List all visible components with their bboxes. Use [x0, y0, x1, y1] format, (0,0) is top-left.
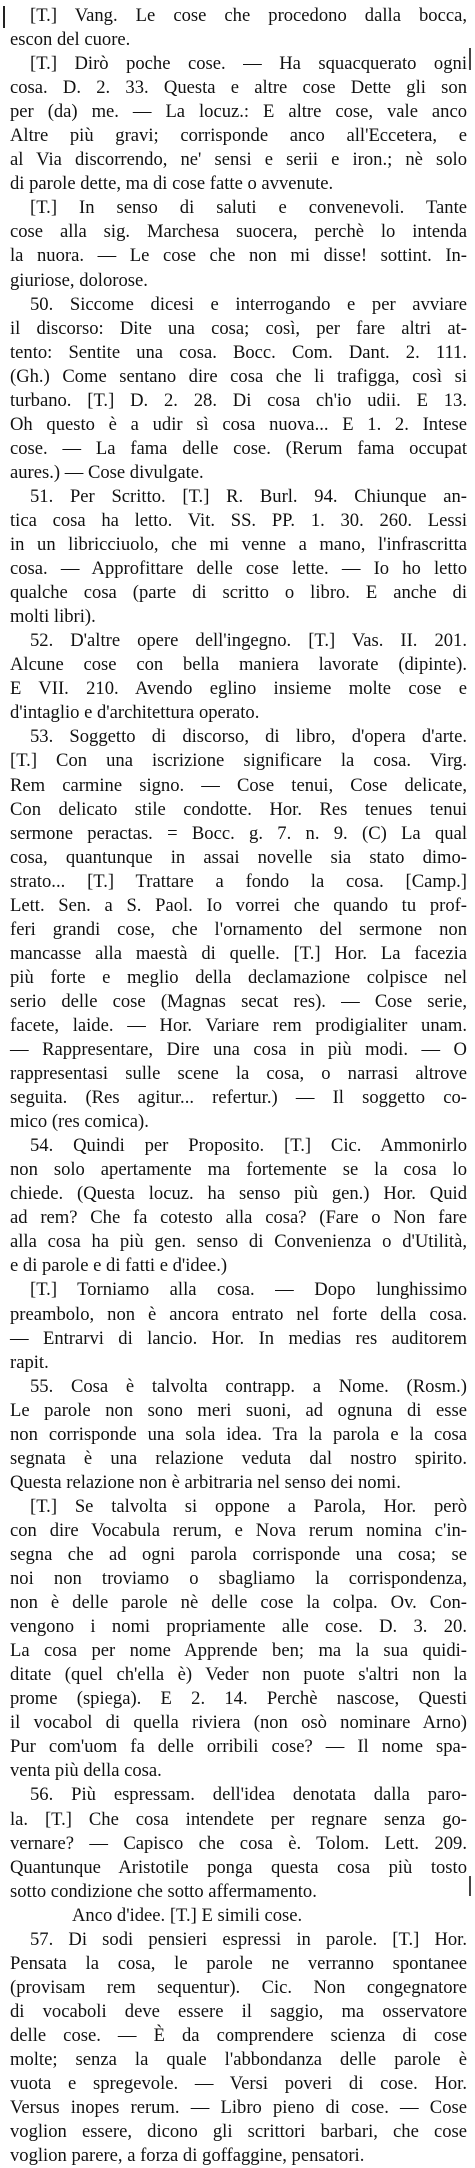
text-line: di vocaboli deve essere il saggio, ma osservatore: [10, 2000, 467, 2022]
text-line: Anco d'idee. [T.] E simili cose.: [72, 1904, 303, 1926]
text-line: d'intaglio e d'architettura operato.: [10, 702, 260, 724]
text-line: 51. Per Scritto. [T.] R. Burl. 94. Chiunque an-: [30, 485, 467, 507]
text-line: di parole dette, ma di cose fatte o avvenute.: [10, 173, 334, 195]
text-line: cose. — La fama delle cose. (Rerum fama occupat: [10, 437, 467, 459]
text-line: 56. Più espressam. dell'idea denotata dalla paro-: [30, 1784, 467, 1806]
text-line: in un libricciuolo, che mi venne a mano, l'infrascritta: [10, 534, 467, 556]
text-line: Questa relazione non è arbitraria nel senso dei nomi.: [10, 1471, 401, 1493]
text-line: venta più della cosa.: [10, 1760, 162, 1782]
text-line: vernare? — Capisco che cosa è. Tolom. Lett. 209.: [10, 1832, 467, 1854]
text-line: cose alla sig. Marchesa suocera, perchè lo intenda: [10, 221, 467, 243]
text-line: cosa, quantunque in assai novelle sia stato dimo-: [10, 846, 467, 868]
text-line: Lett. Sen. a S. Paol. Io vorrei che quando tu prof-: [10, 894, 467, 916]
text-line: 53. Soggetto di discorso, di libro, d'opera d'arte.: [30, 726, 467, 748]
text-line: (Gh.) Come sentano dire cosa che li trafigga, così si: [10, 365, 467, 387]
text-line: Quantunque Aristotile ponga questa cosa più tosto: [10, 1856, 467, 1878]
text-line: voglion essere, dicono gli scrittori barbari, che cose: [10, 2121, 467, 2143]
text-line: tento: Sentite una cosa. Bocc. Com. Dant. 2. 111.: [10, 341, 467, 363]
text-line: E VII. 210. Avendo eglino insieme molte cose e: [10, 678, 467, 700]
text-line: Con delicato stile condotte. Hor. Res tenues tenui: [10, 798, 467, 820]
text-line: Pensata la cosa, le parole ne verranno spontanee: [10, 1952, 467, 1974]
text-line: [T.] Se talvolta si oppone a Parola, Hor. però: [30, 1495, 467, 1517]
text-line: Versus inopes rerum. — Libro pieno di cose. — Cose: [10, 2097, 467, 2119]
text-line: al Via discorrendo, ne' sensi e serii e iron.; nè solo: [10, 149, 467, 171]
text-line: la. [T.] Che cosa intendete per regnare senza go-: [10, 1808, 467, 1830]
text-line: [T.] Dirò poche cose. — Ha squacquerato ogni: [30, 53, 467, 75]
margin-rule: [3, 6, 5, 28]
text-line: noi non troviamo o sbagliamo la corrispondenza,: [10, 1568, 467, 1590]
entry-text-body: [10, 4, 467, 2168]
text-line: cosa. — Approfittare delle cose lette. — Io ho letto: [10, 558, 467, 580]
text-line: mancasse alla maestà di quelle. [T.] Hor. La facezia: [10, 942, 467, 964]
text-line: La cosa per nome Apprende ben; ma la sua quidi-: [10, 1640, 467, 1662]
text-line: qualche cosa (parte di scritto o libro. E anche di: [10, 582, 467, 604]
text-line: Oh questo è a udir sì cosa nuova... E 1. 2. Intese: [10, 413, 467, 435]
text-line: [T.] Torniamo alla cosa. — Dopo lunghissimo: [30, 1279, 467, 1301]
text-line: feri grandi cose, che l'ornamento del sermone non: [10, 918, 467, 940]
text-line: 50. Siccome dicesi e interrogando e per avviare: [30, 293, 467, 315]
edge-mark-top: [469, 48, 471, 70]
edge-mark-bottom: [469, 1876, 471, 1896]
text-line: 55. Cosa è talvolta contrapp. a Nome. (Rosm.): [30, 1375, 467, 1397]
text-line: prome (spiega). E 2. 14. Perchè nascose, Questi: [10, 1688, 467, 1710]
text-line: delle cose. — È da comprendere scienza di cose: [10, 2024, 467, 2046]
text-line: per (da) me. — La locuz.: E altre cose, vale anco: [10, 101, 467, 123]
text-line: 57. Di sodi pensieri espressi in parole. [T.] Hor.: [30, 1928, 467, 1950]
text-line: [T.] In senso di saluti e convenevoli. Tante: [30, 197, 467, 219]
text-line: seguita. (Res agitur... refertur.) — Il soggetto co-: [10, 1087, 467, 1109]
text-line: rappresentasi sulle scene la cosa, o narrasi altrove: [10, 1063, 467, 1085]
text-line: (provisam rem sequentur). Cic. Non congegnatore: [10, 1976, 467, 1998]
text-line: facete, laide. — Hor. Variare rem prodigialiter unam.: [10, 1014, 467, 1036]
text-line: escon del cuore.: [10, 29, 131, 51]
text-line: e di parole e di fatti e d'idee.): [10, 1255, 228, 1277]
text-line: più forte e meglio della declamazione colpisce nel: [10, 966, 467, 988]
text-line: sotto condizione che sotto affermamento.: [10, 1880, 317, 1902]
text-line: Pur com'uom fa delle orribili cose? — Il nome spa-: [10, 1736, 467, 1758]
text-line: Alcune cose con bella maniera lavorate (dipinte).: [10, 654, 467, 676]
text-line: segna che ad ogni parola corrisponde una cosa; se: [10, 1544, 467, 1565]
text-line: giuriose, dolorose.: [10, 269, 148, 291]
text-line: Rem carmine signo. — Cose tenui, Cose delicate,: [10, 774, 467, 796]
text-line: non corrisponde una sola idea. Tra la parola e la cosa: [10, 1423, 467, 1445]
text-line: turbano. [T.] D. 2. 28. Di cosa ch'io udii. E 13.: [10, 389, 467, 411]
text-line: il vocabol di quella riviera (non osò nominare Arno): [10, 1712, 467, 1734]
text-line: la nuora. — Le cose che non mi disse! sottint. In-: [10, 245, 467, 267]
text-line: tica cosa ha letto. Vit. SS. PP. 1. 30. 260. Lessi: [10, 509, 467, 531]
text-line: mico (res comica).: [10, 1111, 149, 1133]
text-line: ditate (quel ch'ella è) Veder non puote s'altri non la: [10, 1664, 467, 1686]
text-line: vengono i nomi propriamente alle cose. D. 3. 20.: [10, 1616, 467, 1638]
text-line: Le parole non sono meri suoni, ad ognuna di esse: [10, 1399, 467, 1421]
text-line: — Rappresentare, Dire una cosa in più modi. — O: [10, 1039, 467, 1061]
text-line: il discorso: Dite una cosa; così, per fare altri at-: [10, 317, 467, 339]
text-line: 54. Quindi per Proposito. [T.] Cic. Ammonirlo: [30, 1135, 467, 1157]
text-line: molti libri).: [10, 606, 96, 628]
text-line: rapit.: [10, 1351, 49, 1373]
text-line: non solo apertamente ma fortemente se la cosa lo: [10, 1159, 467, 1181]
text-line: serio delle cose (Magnas secat res). — Cose serie,: [10, 990, 467, 1012]
text-line: — Entrarvi di lancio. Hor. In medias res auditorem: [10, 1327, 467, 1349]
text-line: non è delle parole nè delle cose la colpa. Ov. Con-: [10, 1592, 467, 1614]
text-line: vuota e spregevole. — Versi poveri di cose. Hor.: [10, 2073, 467, 2095]
text-line: alla cosa ha più gen. senso di Convenienza o d'Utilità,: [10, 1231, 467, 1253]
text-line: sermone peractas. = Bocc. g. 7. n. 9. (C) La qual: [10, 822, 467, 844]
text-line: chiede. (Questa locuz. ha senso più gen.) Hor. Quid: [10, 1183, 467, 1205]
text-line: con dire Vocabula rerum, e Nova rerum nomina c'in-: [10, 1519, 467, 1541]
text-line: strato... [T.] Trattare a fondo la cosa. [Camp.]: [10, 870, 467, 892]
text-line: [T.] Con una iscrizione significare la cosa. Virg.: [10, 750, 467, 772]
text-line: voglion parere, a forza di goffaggine, pensatori.: [10, 2145, 365, 2167]
text-line: [T.] Vang. Le cose che procedono dalla bocca,: [30, 5, 467, 26]
text-line: segnata è una relazione veduta dal nostro spirito.: [10, 1447, 467, 1469]
text-line: 52. D'altre opere dell'ingegno. [T.] Vas. II. 201.: [30, 630, 467, 652]
text-line: cosa. D. 2. 33. Questa e altre cose Dette gli son: [10, 77, 467, 99]
text-line: Altre più gravi; corrisponde anco all'Eccetera, e: [10, 125, 467, 147]
text-line: preambolo, non è ancora entrato nel forte della cosa.: [10, 1303, 467, 1325]
text-line: aures.) — Cose divulgate.: [10, 461, 204, 483]
text-line: ad rem? Che fa cotesto alla cosa? (Fare o Non fare: [10, 1207, 467, 1229]
text-line: molte; senza la quale l'abbondanza delle parole è: [10, 2048, 467, 2070]
